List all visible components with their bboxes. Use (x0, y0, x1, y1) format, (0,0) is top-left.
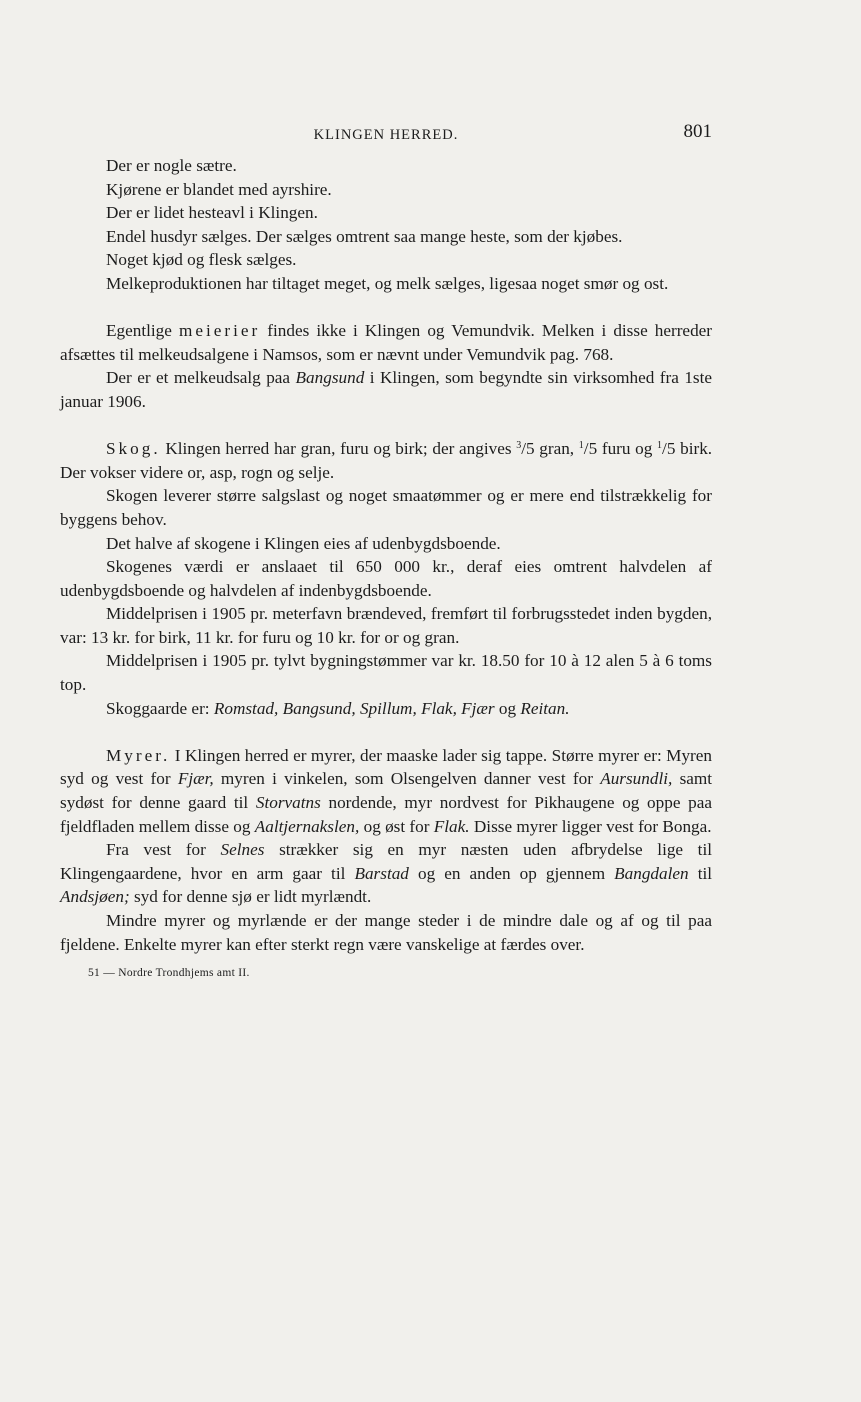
farm-name: Reitan. (520, 698, 570, 718)
paragraph: Noget kjød og flesk sælges. (106, 250, 297, 270)
paragraph: Fra vest for Selnes strækker sig en myr næsten uden afbrydelse lige til Klingengaardene, hvor en arm gaar til Barstad og en anden op gjennem Bangdalen til Andsjøen; syd for denne sjø er lidt myrlændt. (60, 840, 713, 907)
paragraph: Melkeproduktionen har tiltaget meget, og melk sælges, ligesaa noget smør og ost. (106, 273, 669, 293)
paragraph: Det halve af skogene i Klingen eies af udenbygdsboende. (106, 533, 501, 553)
paragraph: Kjørene er blandet med ayrshire. (106, 179, 332, 199)
paragraph: Skoggaarde er: Romstad, Bangsund, Spillum, Flak, Fjær og Reitan. (106, 698, 570, 718)
page-body (60, 118, 712, 986)
farm-names: Romstad, Bangsund, Spillum, Flak, Fjær (213, 698, 495, 718)
place-name: Bangsund (295, 368, 365, 388)
paragraph: Der er et melkeudsalg paa Bangsund i Klingen, som begyndte sin virksomhed fra 1ste januar 1906. (60, 368, 713, 411)
running-title: KLINGEN HERRED. (313, 127, 459, 143)
section-heading: Skog. (106, 439, 161, 459)
spaced-term: meierier (178, 321, 261, 341)
paragraph: Middelprisen i 1905 pr. tylvt bygningstømmer var kr. 18.50 for 10 à 12 alen 5 à 6 toms top. (60, 651, 712, 695)
paragraph-meierier: Egentlige meierier findes ikke i Klingen og Vemundvik. Melken i disse herreder afsættes til melkeudsalgene i Namsos, som er nævnt under Vemundvik pag. 768. (60, 321, 713, 364)
paragraph: Mindre myrer og myrlænde er der mange steder i de mindre dale og af og til paa fjeldene. Enkelte myrer kan efter sterkt regn være vanskelige at færdes over. (60, 911, 712, 954)
running-header (60, 118, 712, 154)
paragraph: Skogen leverer større salgslast og noget smaatømmer og er mere end tilstrækkelig for byggens behov. (60, 486, 712, 529)
section-myrer: Myrer. I Klingen herred er myrer, der maaske lader sig tappe. Større myrer er: Myren syd og vest for Fjær, myren i vinkelen, som Olsengelven danner vest for Aursundli, samt sydøst for denne gaard til Storvatns nordende, myr nordvest for Pikhaugene og oppe paa fjeldfladen mellem disse og Aaltjernakslen, og øst for Flak. Disse myrer ligger vest for Bonga. (60, 745, 713, 836)
paragraph: Der er nogle sætre. (106, 156, 237, 175)
section-skog: Skog. Klingen herred har gran, furu og birk; der angives $^3$/5 gran, $^1$/5 furu og $^1$/5 birk. Der vokser videre or, asp, rogn og selje. (60, 439, 713, 482)
paragraph: Skogenes værdi er anslaaet til 650 000 kr., deraf eies omtrent halvdelen af udenbygdsboende og halvdelen af indenbygdsboende. (60, 557, 712, 600)
paragraph: Middelprisen i 1905 pr. meterfavn brændeved, fremført til forbrugsstedet inden bygden, var: 13 kr. for birk, 11 kr. for furu og 10 kr. for or og gran. (60, 604, 712, 647)
page-number: 801 (683, 121, 712, 142)
paragraph: Endel husdyr sælges. Der sælges omtrent saa mange heste, som der kjøbes. (106, 226, 623, 246)
paragraph: Der er lidet hesteavl i Klingen. (106, 203, 318, 223)
footer-signature: 51 — Nordre Trondhjems amt II. (88, 967, 250, 980)
section-heading: Myrer. (106, 745, 171, 765)
